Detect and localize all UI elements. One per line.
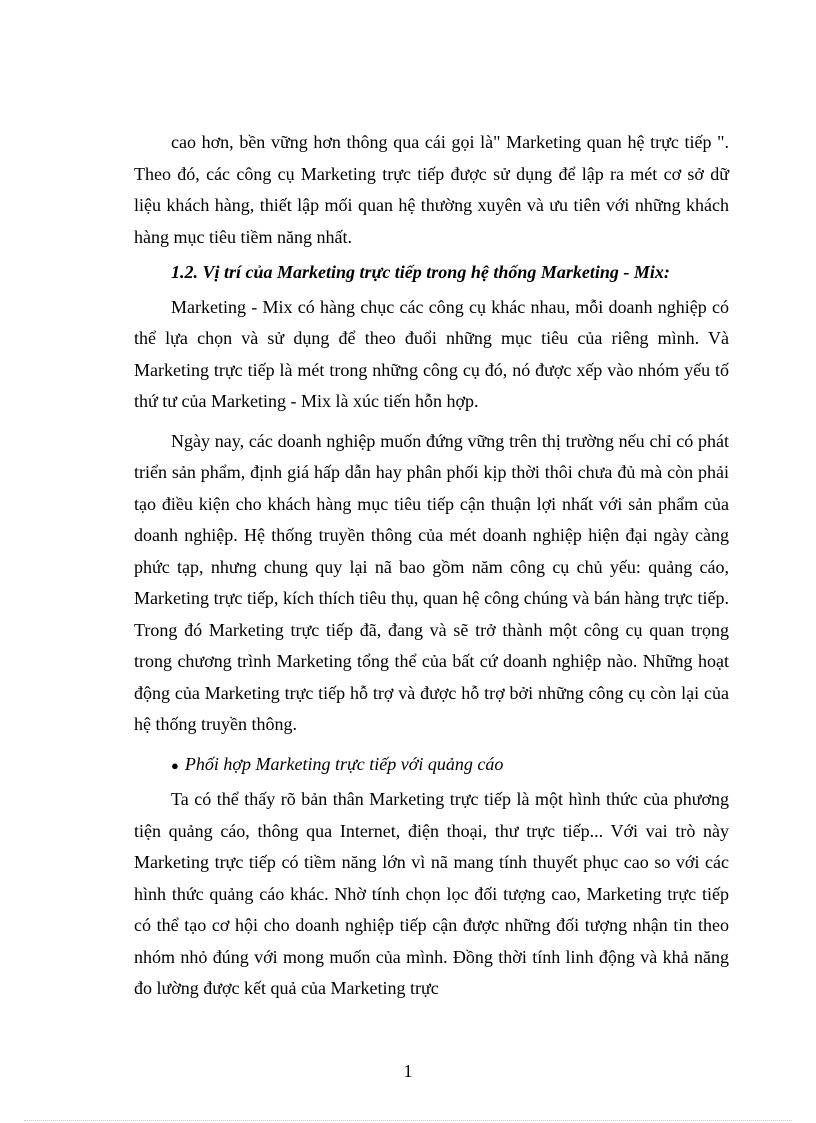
paragraph-3: Ngày nay, các doanh nghiệp muốn đứng vững trên thị trường nếu chỉ có phát triển sản phẩm, định giá hấp dẫn hay phân phối kịp thời thôi chưa đủ mà còn phải tạo điều kiện cho khách hàng mục tiêu tiếp cận thuận lợi nhất với sản phẩm của doanh nghiệp. Hệ thống truyền thông của mét doanh nghiệp hiện đại ngày càng phức tạp, nhưng chung quy lại nã bao gồm năm công cụ chủ yếu: quảng cáo, Marketing trực tiếp, kích thích tiêu thụ, quan hệ công chúng và bán hàng trực tiếp. Trong đó Marketing trực tiếp đã, đang và sẽ trở thành một công cụ quan trọng trong chương trình Marketing tổng thể của bất cứ doanh nghiệp nào. Những hoạt động của Marketing trực tiếp hỗ trợ và được hỗ trợ bởi những công cụ còn lại của hệ thống truyền thông. bbox=[134, 430, 729, 734]
page-number: 1 bbox=[403, 1061, 413, 1081]
bullet-text: Phối hợp Marketing trực tiếp với quảng cáo bbox=[184, 753, 504, 774]
paragraph-1: cao hơn, bền vững hơn thông qua cái gọi là" Marketing quan hệ trực tiếp ". Theo đó, các công cụ Marketing trực tiếp được sử dụng để lập ra mét cơ sở dữ liệu khách hàng, thiết lập mối quan hệ thường xuyên và ưu tiên với những khách hàng mục tiêu tiềm năng nhất. bbox=[134, 132, 729, 247]
bullet-item bbox=[134, 749, 729, 782]
page-bottom-border bbox=[24, 1120, 792, 1121]
bullet-dot-icon: ● bbox=[171, 757, 179, 773]
paragraph-2: Marketing - Mix có hàng chục các công cụ khác nhau, mỗi doanh nghiệp có thể lựa chọn và sử dụng để theo đuổi những mục tiêu của riêng mình. Và Marketing trực tiếp là mét trong những công cụ đó, nó được xếp vào nhóm yếu tố thứ tư của Marketing - Mix là xúc tiến hỗn hợp. bbox=[134, 296, 729, 411]
section-heading: 1.2. Vị trí của Marketing trực tiếp trong hệ thống Marketing - Mix: bbox=[171, 262, 670, 282]
page-body bbox=[134, 127, 729, 1005]
paragraph-4: Ta có thể thấy rõ bản thân Marketing trực tiếp là một hình thức của phương tiện quảng cáo, thông qua Internet, điện thoại, thư trực tiếp... Với vai trò này Marketing trực tiếp có tiềm năng lớn vì nã mang tính thuyết phục cao so với các hình thức quảng cáo khác. Nhờ tính chọn lọc đối tượng cao, Marketing trực tiếp có thể tạo cơ hội cho doanh nghiệp tiếp cận được những đối tượng nhận tin theo nhóm nhỏ đúng với mong muốn của mình. Đồng thời tính linh động và khả năng đo lường được kết quả của Marketing trực bbox=[134, 789, 729, 998]
